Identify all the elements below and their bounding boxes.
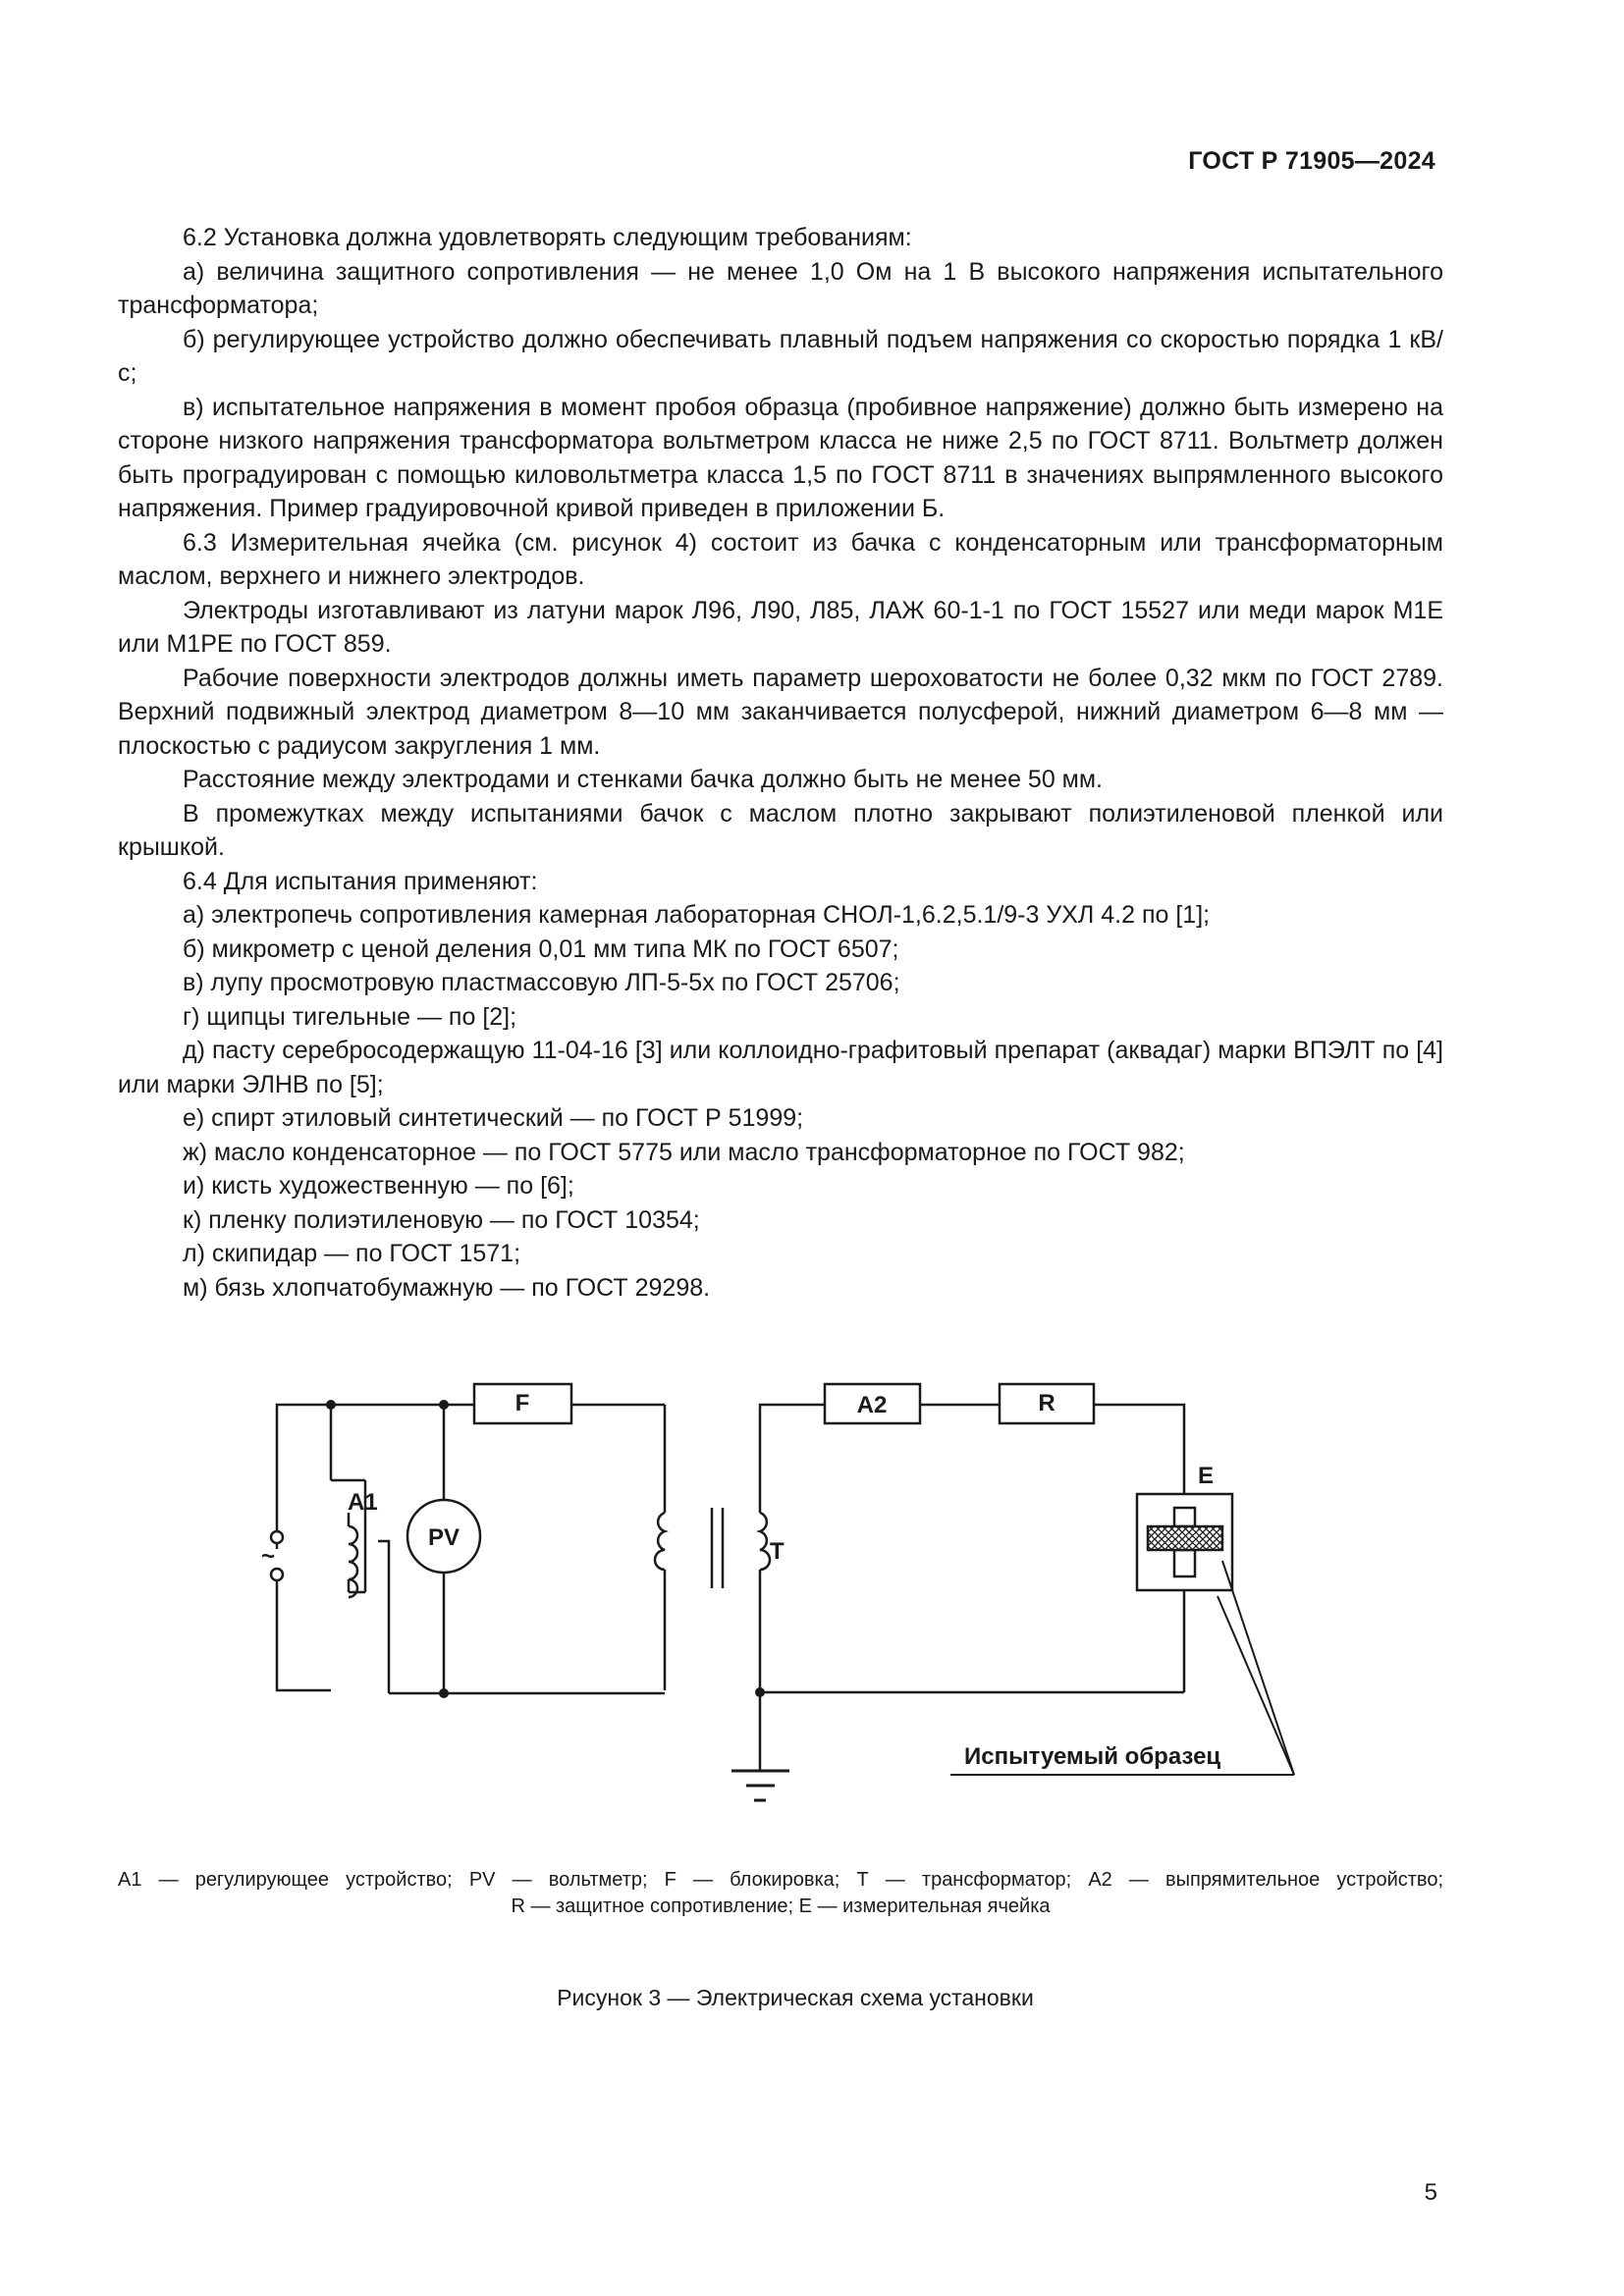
paragraph: Электроды изготавливают из латуни марок Л96, Л90, Л85, ЛАЖ 60-1-1 по ГОСТ 15527 или меди марок М1Е или М1РЕ по ГОСТ 859. — [118, 596, 1443, 658]
paragraph: а) электропечь сопротивления камерная лабораторная СНОЛ-1,6.2,5.1/9-3 УХЛ 4.2 по [1]; — [183, 901, 1211, 929]
paragraph: д) пасту серебросодержащую 11-04-16 [3] или коллоидно-графитовый препарат (аквадаг) марки ВПЭЛТ по [4] или марки ЭЛНВ по [5]; — [118, 1037, 1443, 1098]
paragraph: м) бязь хлопчатобумажную — по ГОСТ 29298. — [183, 1273, 711, 1302]
paragraph: г) щипцы тигельные — по [2]; — [183, 1002, 517, 1031]
legend-line: А1 — регулирующее устройство; PV — вольтметр; F — блокировка; Т — трансформатор; А2 — выпрямительное устройство; — [118, 1869, 1443, 1891]
paragraph: в) лупу просмотровую пластмассовую ЛП-5-5х по ГОСТ 25706; — [183, 969, 900, 996]
paragraph: 6.3 Измерительная ячейка (см. рисунок 4) состоит из бачка с конденсаторным или трансформаторным маслом, верхнего и нижнего электродов. — [118, 528, 1443, 590]
paragraph: Рабочие поверхности электродов должны иметь параметр шероховатости не более 0,32 мкм по ГОСТ 2789. Верхний подвижный электрод диаметром 8—10 мм заканчивается полусферой, нижний диаметром 6—8 мм — плоскостью с радиусом закругления 1 мм. — [118, 664, 1443, 760]
paragraph: б) регулирующее устройство должно обеспечивать плавный подъем напряжения со скоростью порядка 1 кВ/с; — [118, 325, 1443, 387]
r-label: R — [1038, 1390, 1056, 1416]
legend-line: R — защитное сопротивление; Е — измерительная ячейка — [511, 1896, 1051, 1917]
figure-legend — [118, 1867, 1443, 1920]
paragraph: к) пленку полиэтиленовую — по ГОСТ 10354; — [183, 1205, 700, 1234]
t-label: T — [770, 1538, 785, 1565]
sample-label: Испытуемый образец — [964, 1743, 1221, 1770]
source-label: ~ — [261, 1543, 276, 1570]
paragraph: и) кисть художественную — по [6]; — [183, 1172, 574, 1200]
paragraph: е) спирт этиловый синтетический — по ГОСТ Р 51999; — [183, 1104, 804, 1132]
page-number: 5 — [1424, 2179, 1437, 2206]
paragraph: ж) масло конденсаторное — по ГОСТ 5775 или масло трансформаторное по ГОСТ 982; — [183, 1138, 1185, 1166]
ac-source — [261, 1531, 283, 1580]
paragraph: л) скипидар — по ГОСТ 1571; — [183, 1240, 521, 1267]
body-text — [118, 221, 1443, 1305]
secondary-wiring — [760, 1405, 1184, 1771]
paragraph: а) величина защитного сопротивления — не менее 1,0 Ом на 1 В высокого напряжения испытательного трансформатора; — [118, 257, 1443, 319]
junction-dot — [439, 1688, 449, 1698]
paragraph: Расстояние между электродами и стенками бачка должно быть не менее 50 мм. — [183, 766, 1103, 793]
ground-symbol — [731, 1771, 789, 1800]
circuit-diagram — [0, 1345, 1624, 1816]
paragraph: 6.4 Для испытания применяют: — [183, 867, 538, 895]
paragraph: В промежутках между испытаниями бачок с маслом плотно закрывают полиэтиленовой пленкой или крышкой. — [118, 799, 1443, 861]
pv-label: PV — [427, 1524, 460, 1551]
paragraph: б) микрометр с ценой деления 0,01 мм типа МК по ГОСТ 6507; — [183, 934, 899, 963]
junction-dot — [326, 1400, 336, 1410]
e-label: E — [1198, 1463, 1215, 1489]
paragraph: в) испытательное напряжения в момент пробоя образца (пробивное напряжение) должно быть измерено на стороне низкого напряжения трансформатора вольтметром класса не ниже 2,5 по ГОСТ 8711. Вольтметр должен быть проградуирован с помощью киловольтметра класса 1,5 по ГОСТ 8711 в значениях выпрямленного высокого напряжения. Пример градуировочной кривой приведен в приложении Б. — [118, 393, 1443, 522]
paragraph: 6.2 Установка должна удовлетворять следующим требованиям: — [183, 224, 912, 251]
a2-label: A2 — [856, 1392, 888, 1418]
test-sample — [1148, 1526, 1222, 1550]
transformer — [655, 1508, 770, 1588]
figure-caption: Рисунок 3 — Электрическая схема установки — [557, 1985, 1034, 2010]
a1-label: A1 — [348, 1489, 378, 1516]
f-label: F — [514, 1390, 530, 1416]
junction-dot — [439, 1400, 449, 1410]
a1-coil — [349, 1513, 357, 1597]
document-header: ГОСТ Р 71905—2024 — [1188, 147, 1435, 175]
